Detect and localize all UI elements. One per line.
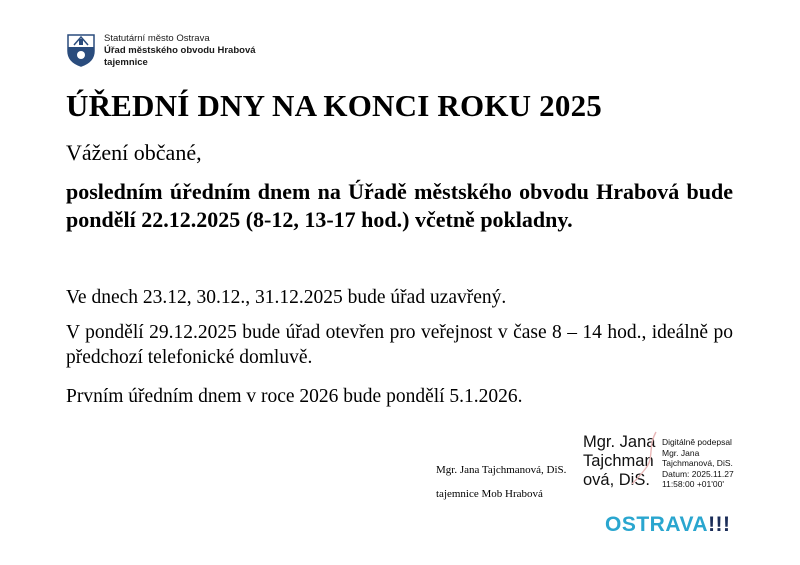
signature-detail: Mgr. Jana — [662, 447, 700, 458]
signature-line: Tajchman — [583, 452, 654, 470]
document-header — [66, 33, 256, 69]
signature-detail: Tajchmanová, DiS. — [662, 458, 733, 468]
greeting: Vážení občané, — [66, 140, 202, 165]
signature-stroke-icon — [626, 428, 666, 488]
signer-name: Mgr. Jana Tajchmanová, DiS. — [436, 464, 567, 476]
ostrava-logo-name: OSTRAVA — [605, 513, 709, 536]
ostrava-logo — [605, 513, 731, 537]
signature-line: ová, DiS. — [583, 471, 650, 489]
city-crest-icon — [66, 33, 96, 67]
signer-block — [436, 458, 566, 506]
main-announcement: posledním úředním dnem na Úřadě městského obvodu Hrabová bude pondělí 22.12.2025 (8-12, 13-17 hod.) včetně pokladny. — [66, 179, 733, 232]
header-city: Statutární město Ostrava — [104, 33, 210, 44]
page-title: ÚŘEDNÍ DNY NA KONCI ROKU 2025 — [66, 88, 602, 123]
header-department: tajemnice — [104, 57, 148, 68]
digital-signature-details — [662, 437, 734, 490]
signature-detail: 11:58:00 +01'00' — [662, 479, 724, 489]
ostrava-logo-suffix: !!! — [708, 513, 731, 536]
signature-detail: Datum: 2025.11.27 — [662, 468, 734, 479]
signer-role: tajemnice Mob Hrabová — [436, 488, 543, 500]
open-day-paragraph: V pondělí 29.12.2025 bude úřad otevřen pro veřejnost v čase 8 – 14 hod., ideálně po předchozí telefonické domluvě. — [66, 322, 733, 368]
first-day-2026-paragraph: Prvním úředním dnem v roce 2026 bude pondělí 5.1.2026. — [66, 386, 523, 407]
signature-line: Mgr. Jana — [583, 433, 656, 451]
header-office: Úřad městského obvodu Hrabová — [104, 45, 256, 56]
signature-detail: Digitálně podepsal — [662, 437, 732, 447]
closed-days-paragraph: Ve dnech 23.12, 30.12., 31.12.2025 bude úřad uzavřený. — [66, 287, 507, 308]
